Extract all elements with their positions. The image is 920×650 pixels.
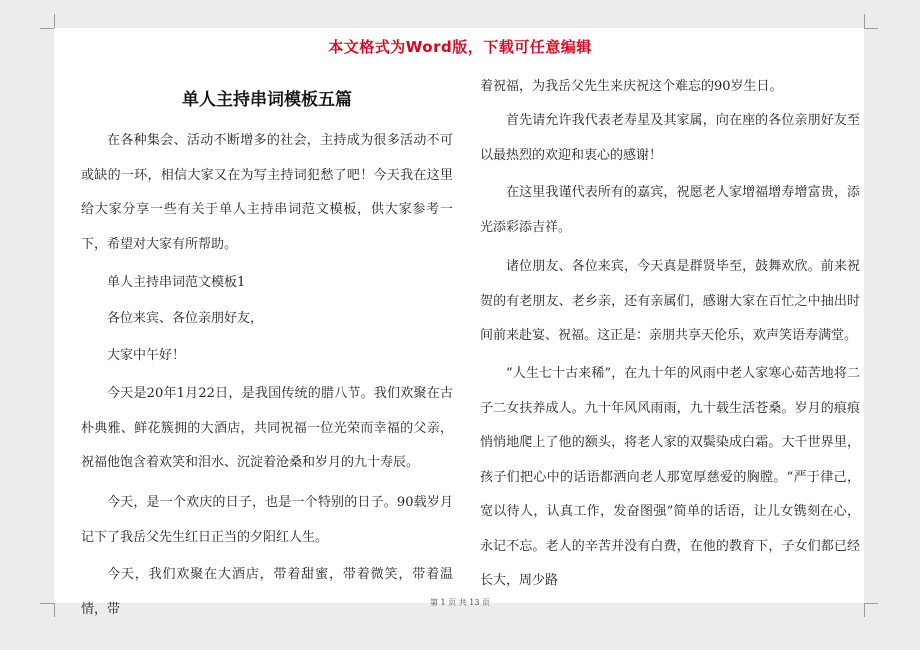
body-paragraph: 今天，我们欢聚在大酒店，带着甜蜜，带着微笑，带着温情，带 bbox=[81, 567, 453, 617]
editable-notice-banner: 本文格式为Word版，下载可任意编辑 bbox=[328, 38, 592, 56]
intro-paragraph: 在各种集会、活动不断增多的社会，主持成为很多活动不可或缺的一环，相信大家又在为写主持词犯愁了吧！今天我在这里给大家分享一些有关于单人主持串词范文模板，供大家参考一下，希望对大家有所帮助。 bbox=[81, 133, 453, 252]
greeting-line: 各位来宾、各位亲朋好友， bbox=[107, 311, 264, 326]
crop-mark-top-left-h bbox=[40, 28, 54, 29]
crop-mark-top-left-v bbox=[54, 14, 55, 28]
body-paragraph: 诸位朋友、各位来宾，今天真是群贤毕至，鼓舞欢欣。前来祝贺的有老朋友、老乡亲，还有亲属们，感谢大家在百忙之中抽出时间前来赴宴、祝福。这正是：亲朋共享天伦乐，欢声笑语寿满堂。 bbox=[480, 259, 860, 343]
body-paragraph: 今天，是一个欢庆的日子，也是一个特别的日子。90载岁月记下了我岳父先生红日正当的夕阳红人生。 bbox=[81, 495, 453, 545]
page-number-footer: 第 1 页 共 13 页 bbox=[430, 598, 490, 607]
body-paragraph: 首先请允许我代表老寿星及其家属，向在座的各位亲朋好友至以最热烈的欢迎和衷心的感谢！ bbox=[480, 113, 860, 163]
crop-mark-top-right-h bbox=[864, 28, 878, 29]
crop-mark-top-right-v bbox=[864, 14, 865, 28]
body-paragraph: 今天是20年1月22日，是我国传统的腊八节。我们欢聚在古朴典雅、鲜花簇拥的大酒店，共同祝福一位光荣而幸福的父亲，祝福他饱含着欢笑和泪水、沉淀着沧桑和岁月的九十寿辰。 bbox=[81, 386, 453, 470]
section-heading: 单人主持串词范文模板1 bbox=[107, 275, 246, 290]
body-paragraph: 着祝福，为我岳父先生来庆祝这个难忘的90岁生日。 bbox=[480, 79, 783, 94]
document-title: 单人主持串词模板五篇 bbox=[182, 90, 352, 110]
greeting-line: 大家中午好！ bbox=[107, 348, 186, 363]
body-paragraph: 在这里我谨代表所有的嘉宾，祝愿老人家增福增寿增富贵，添光添彩添吉祥。 bbox=[480, 185, 860, 235]
body-paragraph: “人生七十古来稀”，在九十年的风雨中老人家寒心茹苦地将二子二女扶养成人。九十年风风雨雨，九十载生活苍桑。岁月的痕痕悄悄地爬上了他的额头，将老人家的双鬓染成白霜。大千世界里，孩子们把心中的话语都洒向老人那宽厚慈爱的胸膛。“严于律己，宽以待人，认真工作，发奋图强”简单的话语，让儿女镌刻在心，永记不忘。老人的辛苦并没有白费，在他的教育下，子女们都已经长大，周少路 bbox=[480, 366, 860, 588]
